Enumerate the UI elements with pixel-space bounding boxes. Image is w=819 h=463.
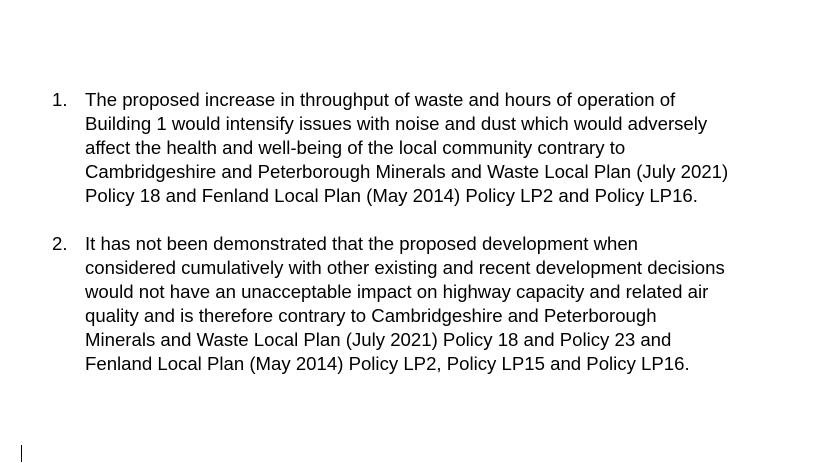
- reason-text: The proposed increase in throughput of waste and hours of operation of Building 1 would intensify issues with noise and dust which would adversely affect the health and well-being of the local community contrary to Cambridgeshire and Peterborough Minerals and Waste Local Plan (July 2021) Policy 18 and Fenland Local Plan (May 2014) Policy LP2 and Policy LP16.: [85, 89, 729, 206]
- reason-item-2: [52, 232, 812, 376]
- reason-text: It has not been demonstrated that the proposed development when considered cumulatively with other existing and recent development decisions would not have an unacceptable impact on highway capacity and related air quality and is therefore contrary to Cambridgeshire and Peterborough Minerals and Waste Local Plan (July 2021) Policy 18 and Policy 23 and Fenland Local Plan (May 2014) Policy LP2, Policy LP15 and Policy LP16.: [85, 233, 725, 374]
- reason-number: 1.: [52, 89, 68, 110]
- reason-number: 2.: [52, 233, 68, 254]
- reason-item-1: [52, 88, 812, 208]
- reasons-list: [52, 88, 812, 400]
- text-cursor: [21, 445, 22, 462]
